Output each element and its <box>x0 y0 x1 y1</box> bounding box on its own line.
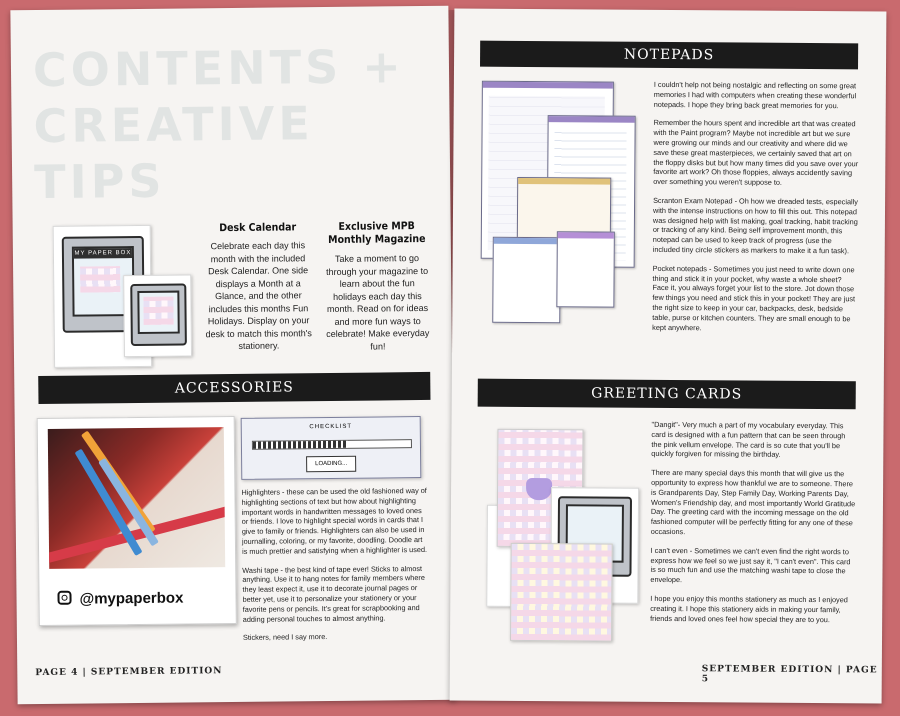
calendar-back-image <box>123 274 192 357</box>
checklist-title: CHECKLIST <box>309 423 353 431</box>
window-titlebar <box>494 238 560 244</box>
instagram-photo <box>37 416 237 626</box>
contents-title <box>33 38 451 210</box>
i-cant-even-card-image <box>510 543 613 642</box>
special-days-paragraph: There are many special days this month that will give us the opportunity to express how thankful we are to someone. There is Grandparents Day, Step Family Day, Working Parents Day, Women's Friendship day, and most importantly World Gratitude Day. The greeting card with the incoming message on the old fashioned computer will be perfectly fitting for any one of these occasions. <box>650 468 856 537</box>
pocket-notepad-purple-image <box>556 231 615 307</box>
greeting-cards-text <box>650 420 857 634</box>
magazine-text: Take a moment to go through your magazine to learn about the fun holidays each day this month. Read on for ideas and more fun ways to celebrate! Make everyday fun! <box>326 253 430 352</box>
accessories-header: ACCESSORIES <box>38 372 430 404</box>
accessories-text <box>241 486 429 652</box>
pocket-notepads-paragraph: Pocket notepads - Sometimes you just need to write down one thing and stick it in your pocket, why waste a whole sheet? Face it, you always forget your list to the store. Jot down those few things you need and stick this in your pocket! They are just the right size to keep in your car, backpacks, desk, bedside table, purse or kitchen counters. They are small enough to be kept anywhere. <box>652 263 856 332</box>
desk-calendar-text: Celebrate each day this month with the included Desk Calendar. One side displays a Month at a Glance, and the other includes this months Fun Holidays. Display on your desk to match this month's stationery. <box>205 240 312 351</box>
loading-progress-bar <box>252 439 412 450</box>
highlighters-photo <box>48 427 225 569</box>
instagram-handle-text: @mypaperbox <box>79 589 184 608</box>
checklist-window <box>241 416 422 480</box>
screen-pattern <box>80 266 120 292</box>
heart-icon <box>526 478 552 500</box>
progress-fill <box>253 441 348 449</box>
small-computer-illustration <box>130 283 187 346</box>
loading-button: LOADING... <box>306 456 356 473</box>
window-titlebar <box>518 178 610 185</box>
left-footer: PAGE 4 | SEPTEMBER EDITION <box>35 666 223 679</box>
magazine-title-line-2: Monthly Magazine <box>328 232 426 246</box>
page-right <box>450 9 887 704</box>
magazine-title-line-1: Exclusive MPB <box>338 220 415 233</box>
highlighters-paragraph: Highlighters - these can be used the old fashioned way of highlighting sections of text but how about highlighting important words in handwritten messages to loved ones or friends. I love to highlight special words in cards that I give to family or friends. Highlighters can also be used in journalling, coloring, or my favorite, doodling. Doodle art is much prettier and satisfying when a highlighter is used. <box>241 485 428 556</box>
greeting-cards-header: GREETING CARDS <box>478 379 856 410</box>
notepads-intro-paragraph: I couldn't help not being nostalgic and reflecting on some great memories I had with computers when creating these wonderful notepads. I hope they bring back great memories for you. <box>653 79 857 110</box>
page-left <box>10 6 455 705</box>
title-line-1: CONTENTS + <box>32 39 406 98</box>
window-titlebar <box>558 232 614 238</box>
small-computer-screen <box>137 291 179 334</box>
calendar-grid <box>143 297 173 325</box>
instagram-icon <box>57 591 71 605</box>
calendar-card-label: MY PAPER BOX <box>74 248 132 259</box>
scranton-exam-paragraph: Scranton Exam Notepad - Oh how we dreaded tests, especially with the intense instructions on how to fill this out. This notepad was designed help with list making, goal tracking, habit tracking or tracking of any kind. Being self improvement month, this notepad can be used to keep track of progress (use the included tiny circle stickers as markers to make it a fun task). <box>652 195 858 256</box>
i-cant-even-paragraph: I can't even - Sometimes we can't even find the right words to express how we feel so we just say it, "I can't even". This card is so much fun and use the matching washi tape to close the envelope. <box>650 545 851 585</box>
title-line-2: CREATIVE TIPS <box>33 96 315 210</box>
right-footer: SEPTEMBER EDITION | PAGE 5 <box>701 664 878 685</box>
notepads-header: NOTEPADS <box>480 41 858 70</box>
magazine-title <box>323 220 431 247</box>
desk-calendar-title: Desk Calendar <box>219 221 297 235</box>
closing-paragraph: I hope you enjoy this months stationery as much as I enjoyed creating it. I hope this stationery aids in making your family, friends and loved ones feel how special they are to you. <box>650 593 848 624</box>
washi-tape-paragraph: Washi tape - the best kind of tape ever! Sticks to almost anything. Use it to hang notes for family members where they least expect it, use it to decorate journal pages or better yet, use it to personalize your stationery or your favorite pens or pencils. It's great for scrapbooking and adding personal touches to almost anything. <box>242 563 425 624</box>
instagram-handle <box>79 590 183 608</box>
paint-paragraph: Remember the hours spent and incredible art that was created with the Paint program? Maybe not incredible art but we sure were growing our minds and our creativity and where did we save these great masterpieces, we certainly saved that art on the floppy disks but but how many times did you save over your favorite art work? Oh those floppies, always accidently saving over something you weren't suppose to. <box>653 118 859 187</box>
stickers-paragraph: Stickers, need I say more. <box>242 632 328 643</box>
window-titlebar <box>549 116 635 123</box>
dangit-paragraph: "Dangit"- Very much a part of my vocabulary everyday. This card is designed with a fun pattern that can be seen through the pink vellum envelope. The card is so cute that you'll be quickly forgiven for missing the birthday. <box>651 419 846 460</box>
pocket-notepad-small-image <box>492 237 561 323</box>
window-titlebar <box>483 82 613 89</box>
notepads-text <box>652 80 860 343</box>
